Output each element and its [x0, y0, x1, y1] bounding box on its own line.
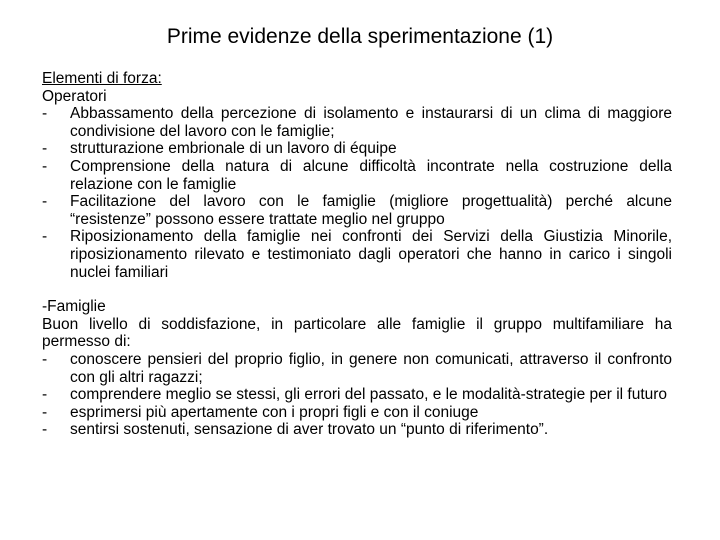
section-heading-strengths: Elementi di forza:	[42, 70, 162, 87]
list-item	[42, 228, 672, 281]
list-dash: -	[42, 350, 48, 368]
section-intro: Buon livello di soddisfazione, in particolare alle famiglie il gruppo multifamiliare ha permesso di:	[42, 315, 672, 351]
list-item	[42, 105, 672, 140]
list-item-text: comprendere meglio se stessi, gli errori del passato, e le modalità-strategie per il futuro	[70, 386, 668, 404]
list-dash: -	[42, 421, 48, 439]
list-item	[42, 421, 672, 439]
list-item	[42, 351, 672, 386]
list-item-text: sentirsi sostenuti, sensazione di aver trovato un “punto di riferimento”.	[70, 421, 549, 439]
list-item	[42, 140, 672, 158]
section-heading-families: -Famiglie	[42, 298, 106, 316]
list-dash: -	[42, 386, 48, 404]
slide-title: Prime evidenze della sperimentazione (1)	[166, 25, 554, 48]
list-dash: -	[42, 140, 48, 158]
list-item-text: esprimersi più apertamente con i propri figli e con il coniuge	[70, 403, 479, 421]
list-item	[42, 158, 672, 193]
list-item-text: Comprensione della natura di alcune difficoltà incontrate nella costruzione della relazione con le famiglie	[70, 157, 672, 193]
list-dash: -	[42, 228, 48, 246]
list-item	[42, 404, 672, 422]
list-item	[42, 386, 672, 404]
list-item-text: conoscere pensieri del proprio figlio, in genere non comunicati, attraverso il confronto con gli altri ragazzi;	[70, 350, 672, 386]
list-item-text: Abbassamento della percezione di isolamento e instaurarsi di un clima di maggiore condivisione del lavoro con le famiglie;	[70, 105, 672, 140]
list-item	[42, 193, 672, 228]
list-item-text: strutturazione embrionale di un lavoro di équipe	[70, 140, 397, 158]
slide-content	[42, 70, 672, 439]
list-item-text: Facilitazione del lavoro con le famiglie (migliore progettualità) perché alcune “resistenze” possono essere trattate meglio nel gruppo	[70, 193, 672, 228]
list-dash: -	[42, 157, 48, 175]
list-item-text: Riposizionamento della famiglie nei confronti dei Servizi della Giustizia Minorile, riposizionamento rilevato e testimoniato dagli operatori che hanno in carico i singoli nuclei familiari	[70, 228, 672, 281]
subheading-operators: Operatori	[42, 87, 107, 105]
list-dash: -	[42, 193, 48, 211]
list-dash: -	[42, 403, 48, 421]
list-dash: -	[42, 105, 48, 123]
section-spacer	[42, 281, 672, 298]
